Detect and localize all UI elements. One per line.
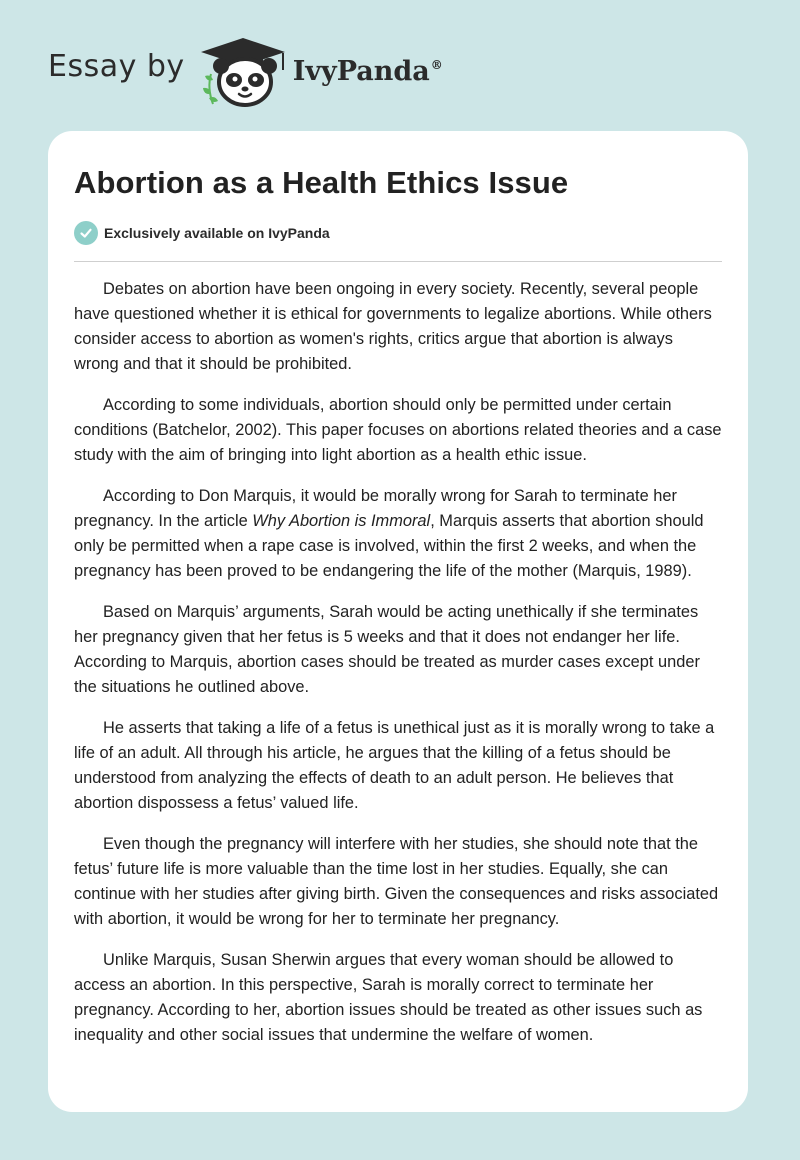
essay-by-label: Essay by — [48, 48, 185, 84]
article-title: Abortion as a Health Ethics Issue — [74, 165, 569, 200]
paragraph-7: Unlike Marquis, Susan Sherwin argues that every woman should be allowed to access an abortion. In this perspective, Sarah is morally correct to terminate her pregnancy. According to her, abortion issues should be treated as other issues such as inequality and other social issues that undermine the welfare of women. — [74, 951, 703, 1044]
exclusive-badge — [74, 221, 330, 245]
check-circle-icon — [74, 221, 98, 245]
brand-name[interactable] — [293, 56, 443, 87]
paragraph-1: Debates on abortion have been ongoing in every society. Recently, several people have questioned whether it is ethical for governments to legalize abortions. While others consider access to abortion as women's rights, critics argue that abortion is always wrong and that it should be prohibited. — [74, 280, 712, 373]
paragraph-3-before: According to Don Marquis, it would be morally wrong for Sarah to terminate her pregnancy. In the article — [74, 487, 677, 530]
exclusive-label: Exclusively available on IvyPanda — [104, 225, 330, 241]
paragraph-2: According to some individuals, abortion should only be permitted under certain conditions (Batchelor, 2002). This paper focuses on abortions related theories and a case study with the aim of bringing into light abortion as a health ethic issue. — [74, 396, 722, 464]
paragraph-4: Based on Marquis’ arguments, Sarah would be acting unethically if she terminates her pregnancy given that her fetus is 5 weeks and that it does not endanger her life. According to Marquis, abortion cases should be treated as murder cases except under the situations he outlined above. — [74, 603, 700, 696]
panda-graduate-icon[interactable] — [199, 30, 291, 110]
site-header — [48, 30, 443, 110]
cited-article-title: Why Abortion is Immoral — [252, 512, 431, 530]
paragraph-3-after: , Marquis asserts that abortion should only be permitted when a rape case is involved, within the first 2 weeks, and when the pregnancy has been proved to be endangering the life of the mother (Marquis, 1989). — [74, 512, 704, 580]
brand-text[interactable]: IvyPanda — [292, 55, 430, 87]
paragraph-5: He asserts that taking a life of a fetus is unethical just as it is morally wrong to take a life of an adult. All through his article, he argues that the killing of a fetus should be understood from analyzing the effects of death to an adult person. He believes that abortion dispossess a fetus’ valued life. — [74, 719, 715, 812]
divider — [74, 261, 722, 262]
article-card — [48, 131, 748, 1112]
article-body — [74, 277, 722, 1064]
paragraph-6: Even though the pregnancy will interfere with her studies, she should note that the fetus’ future life is more valuable than the time lost in her studies. Equally, she can continue with her studies after giving birth. Given the consequences and risks associated with abortion, it would be wrong for her to terminate her pregnancy. — [74, 835, 719, 928]
trademark-symbol: ® — [430, 57, 443, 72]
paragraph-3 — [74, 484, 722, 584]
